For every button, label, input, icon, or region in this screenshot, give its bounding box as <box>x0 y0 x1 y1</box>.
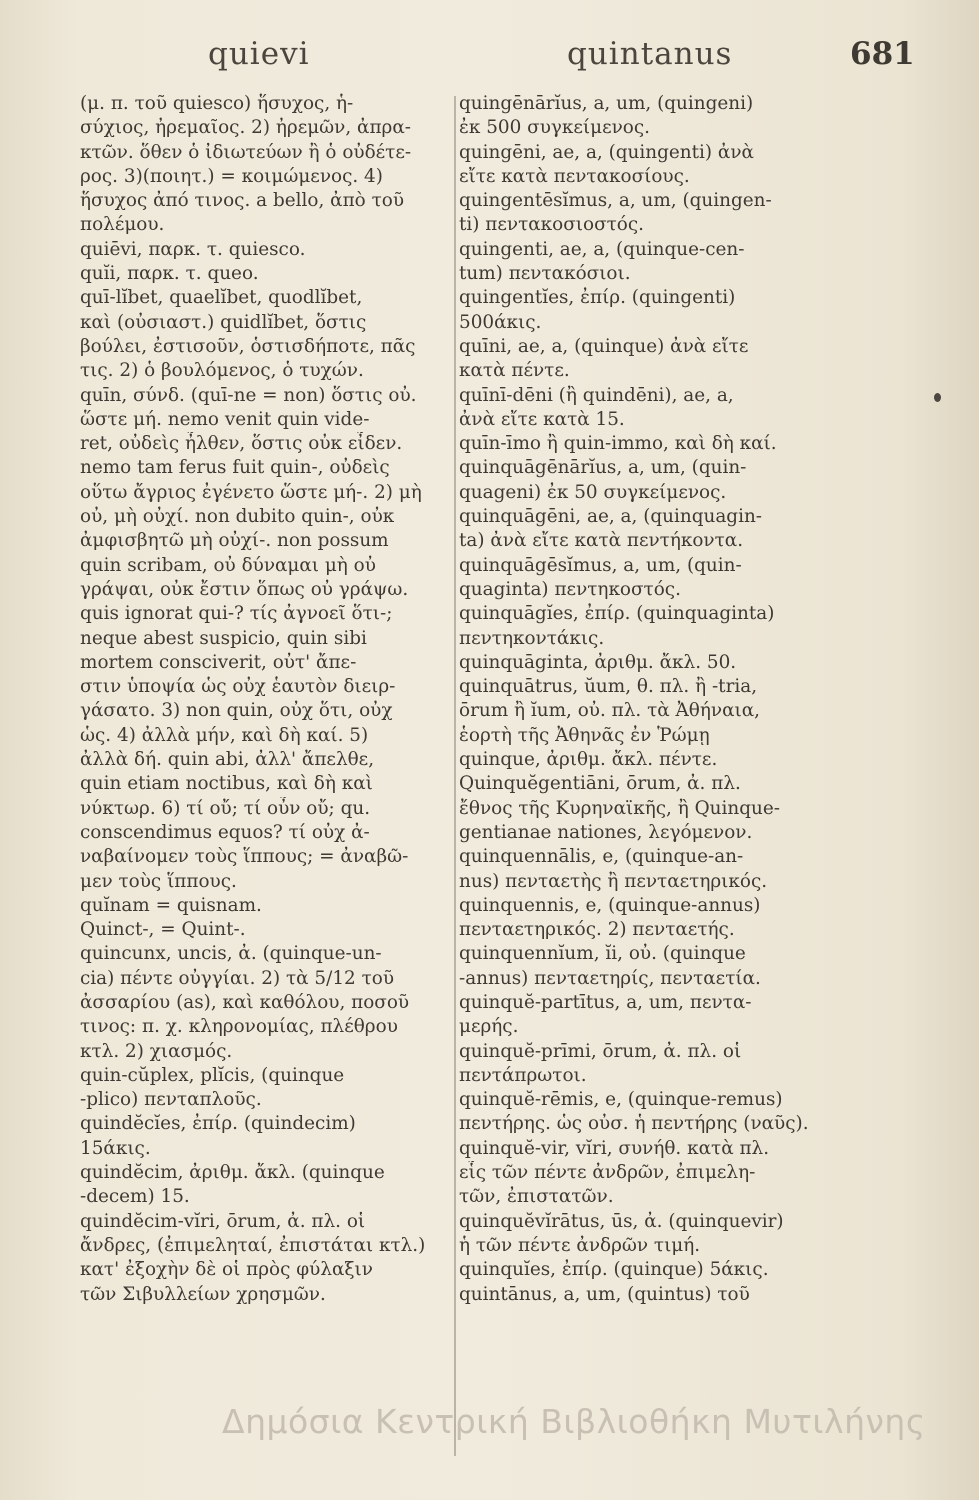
entry-line: quinquennis, e, (quinque-annus) <box>459 894 761 916</box>
entry-line: quin scribam, οὐ δύναμαι μὴ οὐ <box>80 554 376 576</box>
entry-line: κτλ. 2) χιασμός. <box>80 1040 233 1062</box>
entry-line: εἷς τῶν πέντε ἀνδρῶν, ἐπιμελη- <box>459 1162 756 1184</box>
entry-line: mortem consciverit, οὐτ' ἄπε- <box>80 651 357 673</box>
entry-line: ἀλλὰ δή. quin abi, ἀλλ' ἄπελθε, <box>80 749 375 771</box>
page-header <box>0 36 979 86</box>
entry-line: τινος: π. χ. κληρονομίας, πλέθρου <box>80 1016 398 1038</box>
entry-line: ρος. 3)(ποιητ.) = κοιμώμενος. 4) <box>80 165 383 187</box>
entry-line: ōrum ἢ ĭum, οὐ. πλ. τὰ Ἀθήναια, <box>459 700 760 722</box>
entry-line: νύκτωρ. 6) τί οὔ; τί οὖν οὔ; qu. <box>80 797 371 819</box>
entry-line: καὶ (οὐσιαστ.) quidlĭbet, ὅστις <box>80 311 367 333</box>
entry-line: ta) ἀνὰ εἴτε κατὰ πεντήκοντα. <box>459 530 744 552</box>
entry-line: οὐ, μὴ οὐχί. non dubito quin-, οὐκ <box>80 506 395 528</box>
left-column <box>80 92 450 1307</box>
entry-line: quingēnārĭus, a, um, (quingeni) <box>459 93 754 114</box>
entry-line: quinquāginta, ἀριθμ. ἄκλ. 50. <box>459 651 737 673</box>
entry-line: ἡ τῶν πέντε ἀνδρῶν τιμή. <box>459 1234 701 1256</box>
entry-line: κτῶν. ὅθεν ὁ ἰδιωτεύων ἢ ὁ οὐδέτε- <box>80 141 412 163</box>
entry-line: πεντάπρωτοι. <box>459 1064 587 1086</box>
entry-line: quageni) ἐκ 50 συγκείμενος. <box>459 481 727 503</box>
entry-line: ἀσσαρίου (as), καὶ καθόλου, ποσοῦ <box>80 991 410 1013</box>
entry-line: τῶν, ἐπιστατῶν. <box>459 1186 614 1208</box>
entry-line: Quinct-, = Quint-. <box>80 919 246 941</box>
entry-line: πεντήρης. ὡς οὐσ. ἡ πεντήρης (ναῦς). <box>459 1113 809 1135</box>
entry-line: σύχιος, ἠρεμαῖος. 2) ἠρεμῶν, ἀπρα- <box>80 117 412 139</box>
entry-line: εἴτε κατὰ πεντακοσίους. <box>459 165 690 187</box>
page-number: 681 <box>850 36 915 72</box>
entry-line: ret, οὐδεὶς ἦλθεν, ὅστις οὐκ εἶδεν. <box>80 433 403 455</box>
entry-line: ἐκ 500 συγκείμενος. <box>459 117 650 139</box>
entry-line: quinquāgĭes, ἐπίρ. (quinquaginta) <box>459 603 775 625</box>
entry-line: ἥσυχος ἀπό τινος. a bello, ἀπὸ τοῦ <box>80 190 405 212</box>
entry-line: quindĕcĭes, ἐπίρ. (quindecim) <box>80 1113 356 1135</box>
right-guide-word: quintanus <box>567 36 733 72</box>
right-column <box>459 92 841 1307</box>
entry-line: γάσατο. 3) non quin, οὐχ ὅτι, οὐχ <box>80 700 393 722</box>
entry-line: cia) πέντε οὐγγίαι. 2) τὰ 5/12 τοῦ <box>80 967 395 989</box>
entry-line: -plico) πενταπλοῦς. <box>80 1089 262 1111</box>
entry-line: quinquāgēnārĭus, a, um, (quin- <box>459 457 747 479</box>
entry-line: quīni, ae, a, (quinque) ἀνὰ εἴτε <box>459 335 749 357</box>
entry-line: ἀμφισβητῶ μὴ οὐχί-. non possum <box>80 530 389 552</box>
entry-line: (μ. π. τοῦ quiesco) ἥσυχος, ἡ- <box>80 93 354 114</box>
entry-line: βούλει, ἐστισοῦν, ὁστισδήποτε, πᾶς <box>80 335 416 357</box>
entry-line: πολέμου. <box>80 214 165 236</box>
entry-line: quinquennĭum, ĭi, οὐ. (quinque <box>459 943 746 965</box>
entry-line: quincunx, uncis, ἀ. (quinque-un- <box>80 943 382 965</box>
entry-line: gentianae nationes, λεγόμενον. <box>459 821 753 843</box>
entry-line: quī-lĭbet, quaelĭbet, quodlĭbet, <box>80 287 363 309</box>
entry-line: quin etiam noctibus, καὶ δὴ καὶ <box>80 773 373 795</box>
entry-line: quingēni, ae, a, (quingenti) ἀνὰ <box>459 141 754 163</box>
entry-line: ἑορτὴ τῆς Ἀθηνᾶς ἐν Ῥώμῃ <box>459 724 710 746</box>
entry-line: quīn, σύνδ. (quī-ne = non) ὅστις οὐ. <box>80 384 417 406</box>
entry-line: quinquātrus, ŭum, θ. πλ. ἢ -tria, <box>459 676 758 698</box>
entry-line: quindĕcim-vĭri, ōrum, ἀ. πλ. οἱ <box>80 1210 366 1232</box>
entry-line: 500άκις. <box>459 311 542 333</box>
entry-line: neque abest suspicio, quin sibi <box>80 627 367 649</box>
entry-line: quingenti, ae, a, (quinque-cen- <box>459 238 745 260</box>
library-watermark: Δημόσια Κεντρική Βιβλιοθήκη Μυτιλήνης <box>222 1402 926 1441</box>
entry-line: quingentĭes, ἐπίρ. (quingenti) <box>459 287 736 309</box>
entry-line: οὕτω ἄγριος ἐγένετο ὥστε μή-. 2) μὴ <box>80 481 422 503</box>
entry-line: quinquĭes, ἐπίρ. (quinque) 5άκις. <box>459 1259 769 1281</box>
entry-line: ὥστε μή. nemo venit quin vide- <box>80 408 370 430</box>
entry-line: τῶν Σιβυλλείων χρησμῶν. <box>80 1283 326 1305</box>
column-divider <box>454 96 456 1456</box>
entry-line: τις. 2) ὁ βουλόμενος, ὁ τυχών. <box>80 360 364 382</box>
entry-line: ἀνὰ εἴτε κατὰ 15. <box>459 408 625 430</box>
ink-spot <box>934 393 941 402</box>
entry-line: κατ' ἐξοχὴν δὲ οἱ πρὸς φύλαξιν <box>80 1259 373 1281</box>
entry-line: quinquĕvĭrātus, ūs, ἀ. (quinquevir) <box>459 1210 784 1232</box>
entry-line: στιν ὑποψία ὡς οὐχ ἑαυτὸν διειρ- <box>80 676 396 698</box>
entry-line: conscendimus equos? τί οὐχ ἀ- <box>80 821 370 843</box>
entry-line: quĭi, παρκ. τ. queo. <box>80 263 259 285</box>
entry-line: ἄνδρες, (ἐπιμεληταί, ἐπιστάται κτλ.) <box>80 1234 426 1256</box>
entry-line: quĭnam = quisnam. <box>80 894 262 916</box>
entry-line: quiēvi, παρκ. τ. quiesco. <box>80 238 306 260</box>
entry-line: ὡς. 4) ἀλλὰ μήν, καὶ δὴ καί. 5) <box>80 724 369 746</box>
entry-line: Quinquĕgentiāni, ōrum, ἀ. πλ. <box>459 773 741 795</box>
entry-line: quis ignorat qui-? τίς ἀγνοεῖ ὅτι-; <box>80 603 393 625</box>
left-guide-word: quievi <box>208 36 310 72</box>
entry-line: quin-cŭplex, plĭcis, (quinque <box>80 1064 345 1086</box>
entry-line: quīn-īmo ἢ quin-immo, καὶ δὴ καί. <box>459 433 777 455</box>
entry-line: quinquĕ-rēmis, e, (quinque-remus) <box>459 1089 783 1111</box>
entry-line: quintānus, a, um, (quintus) τοῦ <box>459 1283 750 1305</box>
entry-line: μεν τοὺς ἵππους. <box>80 870 237 892</box>
entry-line: quindĕcim, ἀριθμ. ἄκλ. (quinque <box>80 1162 385 1184</box>
entry-line: ti) πεντακοσιοστός. <box>459 214 645 236</box>
entry-line: quīnī-dēni (ἢ quindēni), ae, a, <box>459 384 734 406</box>
entry-line: nus) πενταετὴς ἢ πενταετηρικός. <box>459 870 768 892</box>
entry-line: quinquĕ-prīmi, ōrum, ἀ. πλ. οἱ <box>459 1040 742 1062</box>
entry-line: quaginta) πεντηκοστός. <box>459 578 681 600</box>
entry-line: quinquennālis, e, (quinque-an- <box>459 846 744 868</box>
entry-line: quinquāgēsĭmus, a, um, (quin- <box>459 554 742 576</box>
entry-line: -decem) 15. <box>80 1186 190 1208</box>
entry-line: ἔθνος τῆς Κυρηναϊκῆς, ἢ Quinque- <box>459 797 780 819</box>
entry-line: quinquāgēni, ae, a, (quinquagin- <box>459 506 763 528</box>
entry-line: quinquĕ-vir, vĭri, συνήθ. κατὰ πλ. <box>459 1137 770 1159</box>
entry-line: κατὰ πέντε. <box>459 360 570 382</box>
entry-line: quinque, ἀριθμ. ἄκλ. πέντε. <box>459 749 718 771</box>
entry-line: ναβαίνομεν τοὺς ἵππους; = ἀναβῶ- <box>80 846 409 868</box>
entry-line: -annus) πενταετηρίς, πενταετία. <box>459 967 761 989</box>
entry-line: πενταετηρικός. 2) πενταετής. <box>459 919 735 941</box>
entry-line: tum) πεντακόσιοι. <box>459 263 631 285</box>
entry-line: γράψαι, οὐκ ἔστιν ὅπως οὐ γράψω. <box>80 578 409 600</box>
entry-line: quinquĕ-partītus, a, um, πεντα- <box>459 991 752 1013</box>
entry-line: πεντηκοντάκις. <box>459 627 605 649</box>
entry-line: quingentēsĭmus, a, um, (quingen- <box>459 190 772 212</box>
entry-line: 15άκις. <box>80 1137 151 1159</box>
entry-line: nemo tam ferus fuit quin-, οὐδεὶς <box>80 457 390 479</box>
entry-line: μερής. <box>459 1016 519 1038</box>
